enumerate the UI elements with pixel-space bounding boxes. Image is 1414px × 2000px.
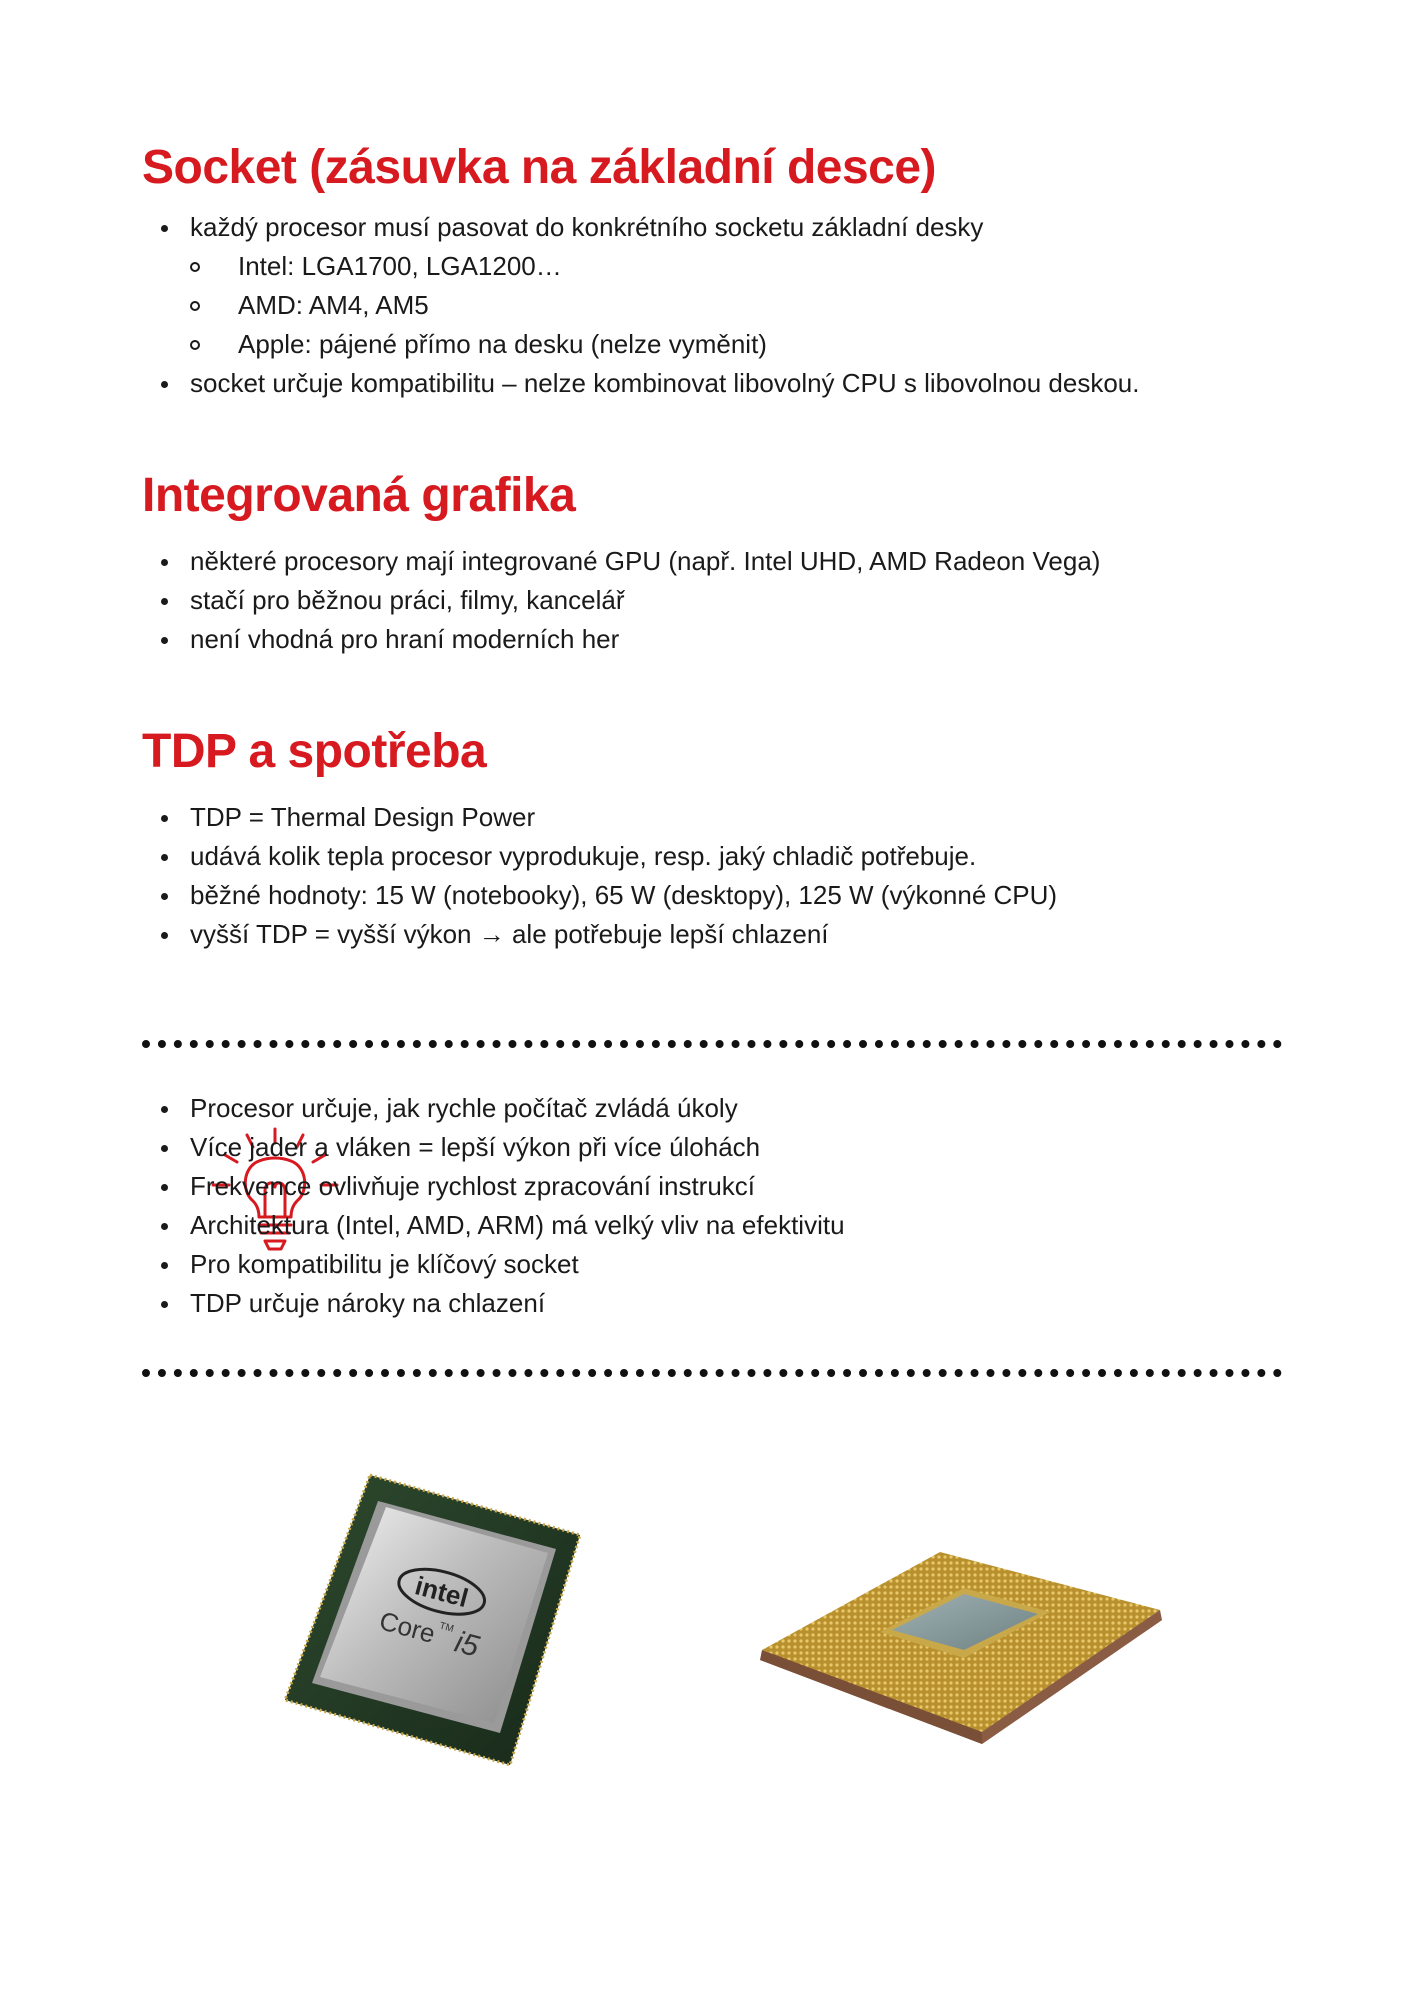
heading-integrated-graphics: Integrovaná grafika <box>142 469 576 522</box>
list-item <box>142 208 1140 364</box>
list-item: Více jader a vláken = lepší výkon při více úlohách <box>142 1128 845 1167</box>
igpu-list <box>142 542 1100 659</box>
tdp-list <box>142 798 1057 954</box>
intel-model-text: Core <box>376 1605 439 1649</box>
heading-socket: Socket (zásuvka na základní desce) <box>142 141 937 194</box>
list-item: některé procesory mají integrované GPU (např. Intel UHD, AMD Radeon Vega) <box>142 542 1100 581</box>
intel-suffix-text: i5 <box>451 1625 483 1664</box>
list-item: běžné hodnoty: 15 W (notebooky), 65 W (desktopy), 125 W (výkonné CPU) <box>142 876 1057 915</box>
intel-logo-text: intel <box>411 1570 472 1614</box>
sublist-item: AMD: AM4, AM5 <box>190 286 1140 325</box>
list-item: není vhodná pro hraní moderních her <box>142 620 1100 659</box>
dotted-divider-bottom <box>142 1369 1282 1377</box>
sublist-item: Apple: pájené přímo na desku (nelze vyměnit) <box>190 325 1140 364</box>
list-item: stačí pro běžnou práci, filmy, kancelář <box>142 581 1100 620</box>
heading-tdp: TDP a spotřeba <box>142 725 487 778</box>
list-item: vyšší TDP = vyšší výkon → ale potřebuje lepší chlazení <box>142 915 1057 954</box>
list-item: udává kolik tepla procesor vyprodukuje, resp. jaký chladič potřebuje. <box>142 837 1057 876</box>
list-item: Pro kompatibilitu je klíčový socket <box>142 1245 845 1284</box>
sublist-item: Intel: LGA1700, LGA1200… <box>190 247 1140 286</box>
list-item: Procesor určuje, jak rychle počítač zvládá úkoly <box>142 1089 845 1128</box>
socket-list <box>142 208 1140 403</box>
list-item: TDP určuje nároky na chlazení <box>142 1284 845 1323</box>
intel-core-i5-image <box>280 1465 590 1775</box>
amd-cpu-pins-image <box>750 1500 1170 1760</box>
list-item-text: každý procesor musí pasovat do konkrétního socketu základní desky <box>190 212 984 242</box>
dotted-divider-top <box>142 1040 1282 1048</box>
summary-list <box>142 1089 845 1323</box>
list-item: Frekvence ovlivňuje rychlost zpracování instrukcí <box>142 1167 845 1206</box>
list-item: socket určuje kompatibilitu – nelze kombinovat libovolný CPU s libovolnou deskou. <box>142 364 1140 403</box>
socket-sublist <box>142 247 1140 364</box>
intel-tm-text: TM <box>438 1620 455 1635</box>
list-item: TDP = Thermal Design Power <box>142 798 1057 837</box>
list-item: Architektura (Intel, AMD, ARM) má velký vliv na efektivitu <box>142 1206 845 1245</box>
